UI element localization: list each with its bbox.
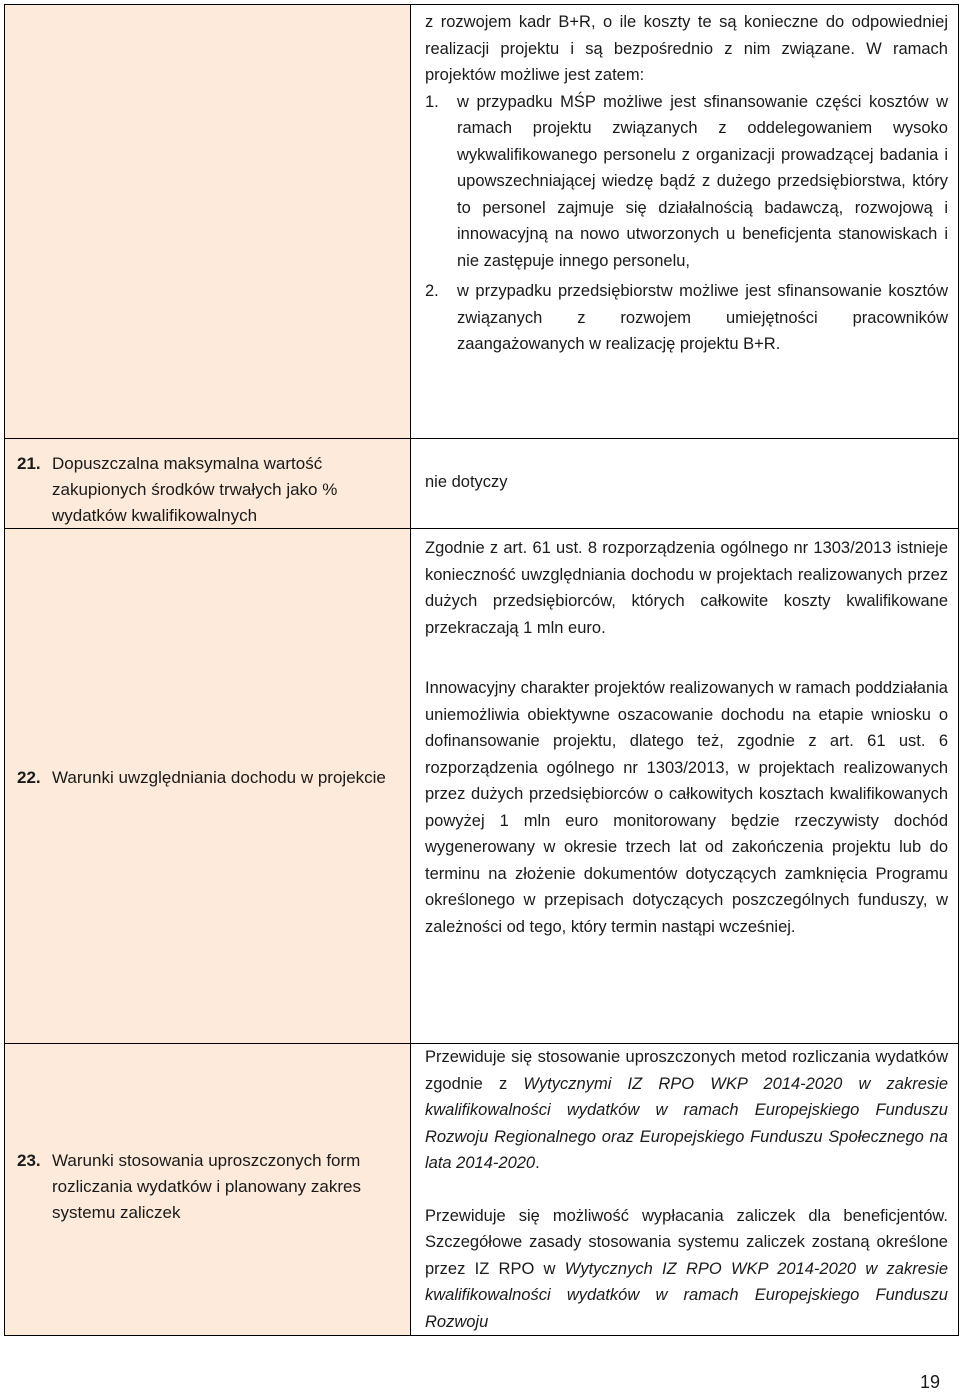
guidelines-reference: Wytycznymi IZ RPO WKP 2014-2020 w zakresie kwalifikowalności wydatków w ramach Europejskiego Funduszu Rozwoju Regionalnego oraz Europejskiego Funduszu Społecznego na lata 2014-2020 <box>425 1074 948 1172</box>
list-item: 1. w przypadku MŚP możliwe jest sfinansowanie części kosztów w ramach projektu związanych z oddelegowaniem wysoko wykwalifikowanego personelu z organizacji prowadzącej badania i upowszechniającej wiedzę bądź z dużego przedsiębiorstwa, który to personel zajmuje się działalnością badawczą, rozwojową i innowacyjną na nowo utworzonych u beneficjenta stanowiskach i nie zastępuje innego personelu, <box>425 92 948 270</box>
income-paragraph-1: Zgodnie z art. 61 ust. 8 rozporządzenia ogólnego nr 1303/2013 istnieje konieczność uwzględniania dochodu w projektach realizowanych przez dużych przedsiębiorców, których całkowite koszty kwalifikowane przekraczają 1 mln euro. <box>425 539 948 637</box>
row-label-cell <box>5 439 411 529</box>
row-number: 21. <box>17 454 41 473</box>
row-value: nie dotyczy <box>425 473 508 491</box>
row-label-cell <box>5 1044 411 1336</box>
table-row <box>5 439 959 529</box>
row-label-cell <box>5 529 411 1044</box>
table-row <box>5 5 959 439</box>
row-label: Dopuszczalna maksymalna wartość zakupionych środków trwałych jako % wydatków kwalifikowalnych <box>52 454 338 525</box>
row-content-cell <box>411 439 959 529</box>
advances-paragraph: Przewiduje się możliwość wypłacania zaliczek dla beneficjentów. Szczegółowe zasady stosowania systemu zaliczek zostaną określone przez IZ RPO w Wytycznych IZ RPO WKP 2014-2020 w zakresie kwalifikowalności wydatków w ramach Europejskiego Funduszu Rozwoju <box>425 1206 948 1331</box>
row-label: Warunki uwzględniania dochodu w projekcie <box>52 768 386 787</box>
continuation-intro: z rozwojem kadr B+R, o ile koszty te są konieczne do odpowiedniej realizacji projektu i są bezpośrednio z nim związane. W ramach projektów możliwe jest zatem: <box>425 13 948 84</box>
row-label: Warunki stosowania uproszczonych form rozliczania wydatków i planowany zakres systemu zaliczek <box>52 1151 361 1222</box>
row-label-cell <box>5 5 411 439</box>
criteria-table <box>4 4 959 1336</box>
row-content-cell <box>411 1044 959 1336</box>
row-content-cell <box>411 5 959 439</box>
numbered-list <box>425 89 948 358</box>
table-row <box>5 529 959 1044</box>
row-content-cell <box>411 529 959 1044</box>
row-number: 22. <box>17 768 41 787</box>
list-item: 2. w przypadku przedsiębiorstw możliwe jest sfinansowanie kosztów związanych z rozwojem umiejętności pracowników zaangażowanych w realizację projektu B+R. <box>425 282 948 353</box>
income-paragraph-2: Innowacyjny charakter projektów realizowanych w ramach poddziałania uniemożliwia obiektywne oszacowanie dochodu na etapie wniosku o dofinansowanie projektu, dlatego też, zgodnie z art. 61 ust. 6 rozporządzenia ogólnego nr 1303/2013, w projektach realizowanych przez dużych przedsiębiorców o całkowitych kosztach kwalifikowanych powyżej 1 mln euro monitorowany będzie rzeczywisty dochód wygenerowany w okresie trzech lat od zakończenia projektu lub do terminu na złożenie dokumentów dotyczących zamknięcia Programu określonego w przepisach dotyczących poszczególnych funduszy, w zależności od tego, który termin nastąpi wcześniej. <box>425 679 948 936</box>
row-number: 23. <box>17 1151 41 1170</box>
page-number: 19 <box>920 1372 941 1392</box>
guidelines-reference: Wytycznych IZ RPO WKP 2014-2020 w zakresie kwalifikowalności wydatków w ramach Europejskiego Funduszu Rozwoju <box>425 1259 948 1331</box>
simplified-methods-paragraph: Przewiduje się stosowanie uproszczonych metod rozliczania wydatków zgodnie z Wytycznymi IZ RPO WKP 2014-2020 w zakresie kwalifikowalności wydatków w ramach Europejskiego Funduszu Rozwoju Regionalnego oraz Europejskiego Funduszu Społecznego na lata 2014-2020. <box>425 1048 948 1172</box>
table-row <box>5 1044 959 1336</box>
